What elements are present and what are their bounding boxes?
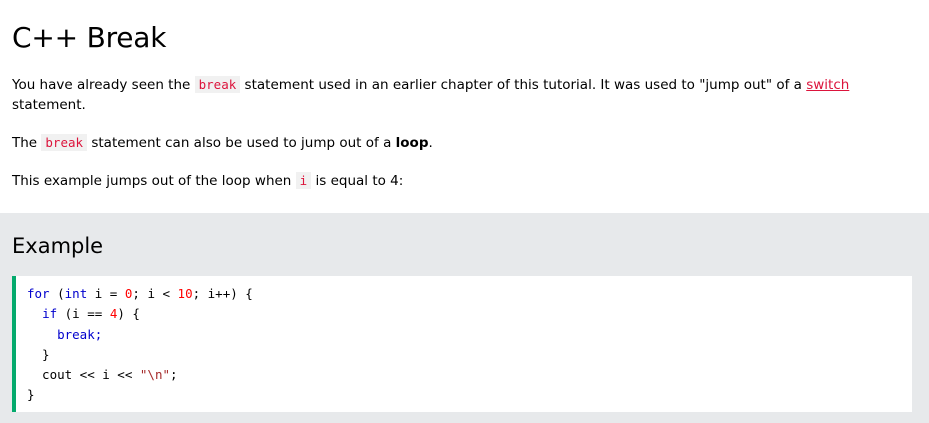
intro-text-1: You have already seen the	[12, 77, 195, 93]
code-text: cout << i <<	[27, 367, 140, 383]
example-title: Example	[12, 234, 104, 258]
example-box	[0, 213, 929, 423]
code-line-3: break;	[27, 326, 103, 342]
code-text: i =	[87, 286, 125, 301]
code-line-6: }	[27, 387, 35, 403]
switch-link[interactable]: switch	[806, 77, 850, 93]
break-keyword-code-2: break	[41, 134, 87, 151]
loop-text-2: statement can also be used to jump out of a	[87, 135, 396, 151]
code-number: 0	[124, 286, 133, 301]
code-text: ; i <	[132, 286, 178, 301]
code-text: ) {	[117, 306, 140, 322]
code-line-2	[27, 304, 912, 324]
example-intro-text-1: This example jumps out of the loop when	[12, 173, 296, 189]
loop-text-1: The	[12, 135, 42, 151]
loop-text-3: .	[428, 135, 433, 151]
code-line-1	[27, 284, 912, 304]
break-keyword-code: break	[195, 76, 241, 93]
code-keyword-if: if	[42, 306, 58, 322]
intro-text-2: statement used in an earlier chapter of this tutorial. It was used to "jump out" of a	[240, 77, 807, 93]
code-number: 10	[177, 286, 193, 301]
code-text: (	[49, 286, 65, 301]
intro-paragraph	[12, 75, 912, 115]
code-keyword-for: for	[27, 286, 50, 301]
code-string: "\n"	[139, 367, 170, 383]
example-intro-paragraph	[12, 171, 912, 191]
code-text: ;	[170, 367, 178, 383]
code-keyword-int: int	[64, 286, 88, 301]
code-text: ; i++) {	[192, 286, 253, 301]
code-line-5	[27, 365, 912, 385]
page-title: C++ Break	[12, 21, 167, 54]
example-intro-text-2: is equal to 4:	[311, 173, 404, 189]
code-indent	[27, 306, 42, 321]
code-block	[12, 276, 912, 412]
loop-paragraph	[12, 133, 912, 153]
code-line-4: }	[27, 346, 50, 362]
loop-bold: loop	[395, 135, 429, 151]
variable-i-code: i	[296, 172, 312, 189]
intro-text-3: statement.	[12, 97, 86, 113]
code-number: 4	[109, 306, 118, 322]
code-text: (i ==	[57, 306, 110, 322]
